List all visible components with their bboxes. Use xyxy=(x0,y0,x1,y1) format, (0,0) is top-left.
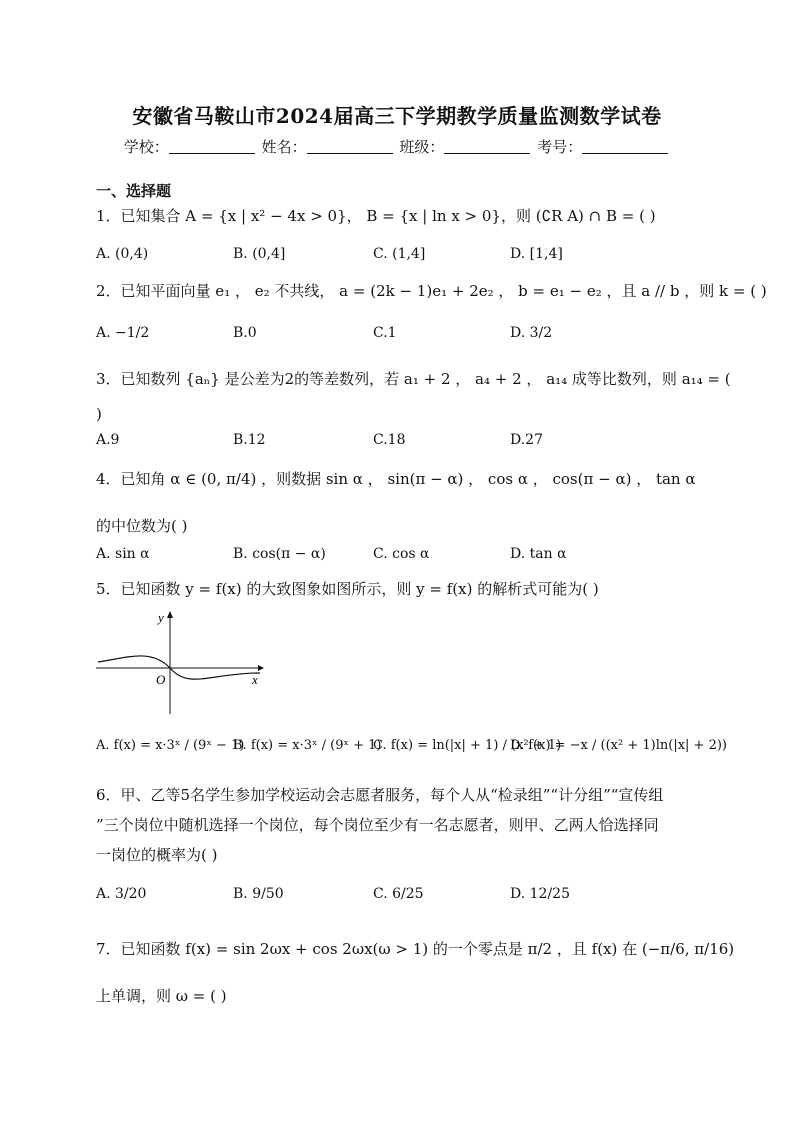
question-3-options xyxy=(96,432,696,456)
origin-label: O xyxy=(156,672,166,687)
question-2-options xyxy=(96,325,696,349)
option-a[interactable]: A. 3/20 xyxy=(96,886,147,902)
question-2-stem: 2．已知平面向量 e₁ ， e₂ 不共线， a = (2k − 1)e₁ + 2e₂ ， b = e₁ − e₂ ，且 a // b ，则 k = ( ) xyxy=(96,282,767,300)
y-axis-arrow xyxy=(167,611,173,618)
id-blank[interactable] xyxy=(582,139,668,154)
question-6-options xyxy=(96,886,696,910)
class-blank[interactable] xyxy=(444,139,530,154)
name-blank[interactable] xyxy=(307,139,393,154)
option-b[interactable]: B. (0,4] xyxy=(233,246,286,262)
option-c[interactable]: C. cos α xyxy=(373,546,430,562)
name-label: 姓名： xyxy=(261,138,307,156)
option-b[interactable]: B. 9/50 xyxy=(233,886,284,902)
option-a[interactable]: A.9 xyxy=(96,432,120,448)
question-5-options xyxy=(96,738,727,762)
school-label: 学校： xyxy=(123,138,169,156)
option-d[interactable]: D. [1,4] xyxy=(510,246,563,262)
option-d[interactable]: D. f(x) = −x / ((x² + 1)ln(|x| + 2)) xyxy=(510,738,727,753)
section-title: 一、选择题 xyxy=(96,182,172,200)
option-a[interactable]: A. sin α xyxy=(96,546,150,562)
option-b[interactable]: B. f(x) = x·3ˣ / (9ˣ + 1) xyxy=(233,738,382,753)
question-4-options xyxy=(96,546,696,570)
student-info-line xyxy=(0,136,794,157)
question-6-stem-line-1: 6．甲、乙等5名学生参加学校运动会志愿者服务，每个人从“检录组”“计分组”“宣传组 xyxy=(96,786,664,804)
page-title: 安徽省马鞍山市2024届高三下学期教学质量监测数学试卷 xyxy=(132,104,662,128)
x-axis-label: x xyxy=(252,672,258,687)
y-axis-label: y xyxy=(158,610,164,625)
option-c[interactable]: C.1 xyxy=(373,325,397,341)
class-label: 班级： xyxy=(399,138,445,156)
question-6-stem-line-2: ”三个岗位中随机选择一个岗位，每个岗位至少有一名志愿者，则甲、乙两人恰选择同 xyxy=(96,816,659,834)
option-c[interactable]: C. (1,4] xyxy=(373,246,426,262)
option-c[interactable]: C.18 xyxy=(373,432,406,448)
question-3-stem-line-2: ) xyxy=(96,405,102,423)
question-1-options xyxy=(96,246,696,270)
option-c[interactable]: C. 6/25 xyxy=(373,886,424,902)
id-label: 考号： xyxy=(537,138,583,156)
option-c[interactable]: C. f(x) = ln(|x| + 1) / (x² + 1) xyxy=(373,738,562,753)
question-4-stem-line-2: 的中位数为( ) xyxy=(96,517,188,535)
option-d[interactable]: D.27 xyxy=(510,432,543,448)
question-5-stem: 5．已知函数 y = f(x) 的大致图象如图所示，则 y = f(x) 的解析式可能为( ) xyxy=(96,580,599,598)
question-7-stem-line-1: 7．已知函数 f(x) = sin 2ωx + cos 2ωx(ω > 1) 的一个零点是 π/2 ，且 f(x) 在 (−π/6, π/16) xyxy=(96,940,735,958)
option-b[interactable]: B. cos(π − α) xyxy=(233,546,326,562)
option-b[interactable]: B.12 xyxy=(233,432,266,448)
option-b[interactable]: B.0 xyxy=(233,325,257,341)
option-d[interactable]: D. tan α xyxy=(510,546,567,562)
option-a[interactable]: A. −1/2 xyxy=(96,325,150,341)
question-4-stem-line-1: 4．已知角 α ∈ (0, π/4) ，则数据 sin α ， sin(π − α) ， cos α ， cos(π − α) ， tan α xyxy=(96,470,696,488)
question-1-stem: 1．已知集合 A = {x | x² − 4x > 0}， B = {x | ln x > 0}，则 (∁R A) ∩ B = ( ) xyxy=(96,207,656,225)
question-7-stem-line-2: 上单调，则 ω = ( ) xyxy=(96,987,227,1005)
question-3-stem-line-1: 3．已知数列 {aₙ} 是公差为2的等差数列，若 a₁ + 2 ， a₄ + 2 ， a₁₄ 成等比数列，则 a₁₄ = ( xyxy=(96,370,731,388)
x-axis-arrow xyxy=(258,665,264,671)
option-a[interactable]: A. (0,4) xyxy=(96,246,149,262)
function-graph xyxy=(96,606,266,716)
school-blank[interactable] xyxy=(169,139,255,154)
option-a[interactable]: A. f(x) = x·3ˣ / (9ˣ − 1) xyxy=(96,738,245,753)
question-6-stem-line-3: 一岗位的概率为( ) xyxy=(96,846,218,864)
option-d[interactable]: D. 12/25 xyxy=(510,886,570,902)
option-d[interactable]: D. 3/2 xyxy=(510,325,553,341)
